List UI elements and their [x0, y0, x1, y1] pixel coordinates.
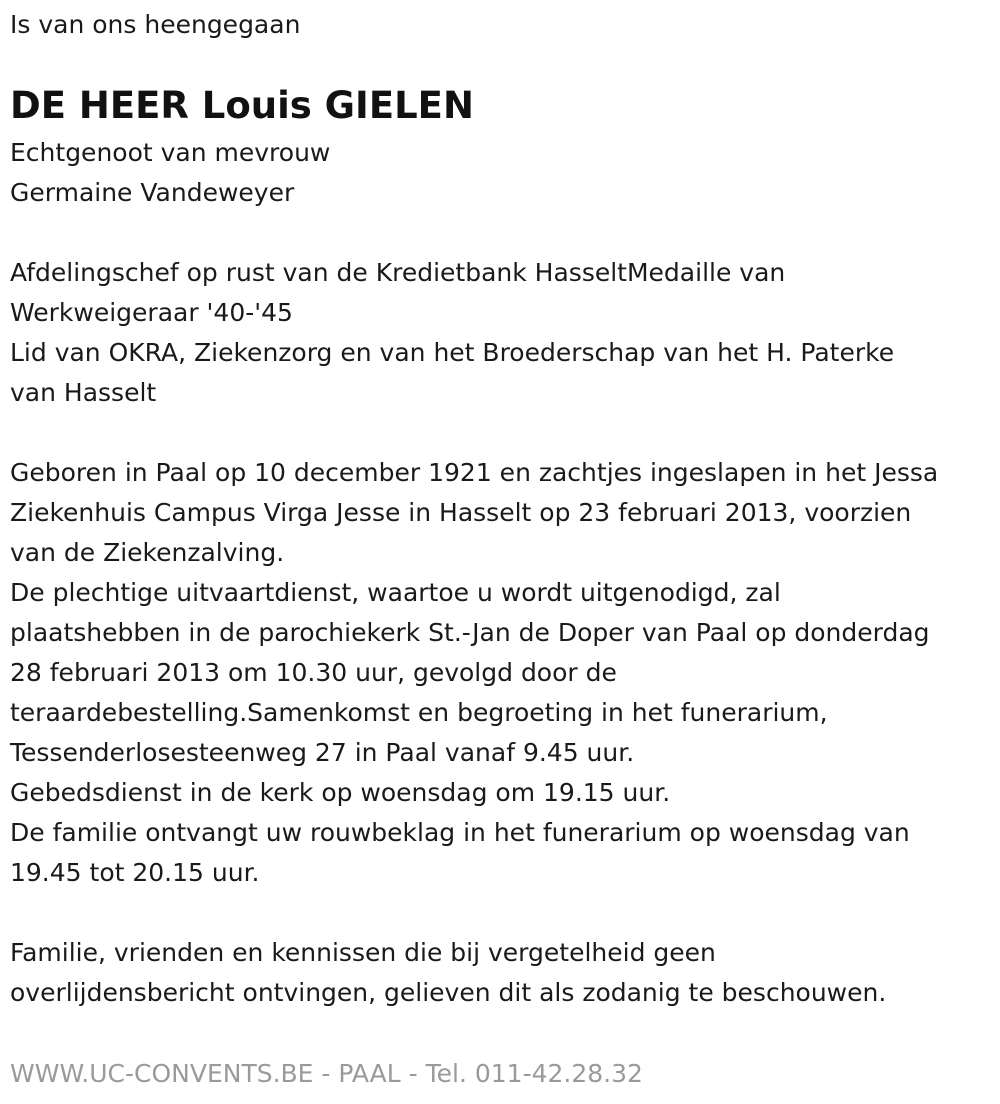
- details-line: Geboren in Paal op 10 december 1921 en zachtjes ingeslapen in het Jessa: [10, 458, 939, 487]
- closing-block: [10, 933, 886, 1013]
- titles-line: van Hasselt: [10, 378, 157, 407]
- details-line: De familie ontvangt uw rouwbeklag in het funerarium op woensdag van: [10, 818, 910, 847]
- footer-contact: WWW.UC-CONVENTS.BE - PAAL - Tel. 011-42.28.32: [10, 1059, 643, 1088]
- details-line: 19.45 tot 20.15 uur.: [10, 858, 260, 887]
- closing-line: overlijdensbericht ontvingen, gelieven dit als zodanig te beschouwen.: [10, 978, 887, 1007]
- spouse-line: Germaine Vandeweyer: [10, 178, 295, 207]
- details-line: Gebedsdienst in de kerk op woensdag om 19.15 uur.: [10, 778, 671, 807]
- spouse-block: [10, 133, 330, 213]
- closing-line: Familie, vrienden en kennissen die bij vergetelheid geen: [10, 938, 716, 967]
- titles-line: Afdelingschef op rust van de Kredietbank HasseltMedaille van: [10, 258, 786, 287]
- deceased-name: DE HEER Louis GIELEN: [10, 84, 474, 127]
- titles-line: Werkweigeraar '40-'45: [10, 298, 293, 327]
- details-line: teraardebestelling.Samenkomst en begroeting in het funerarium,: [10, 698, 828, 727]
- details-line: plaatshebben in de parochiekerk St.-Jan de Doper van Paal op donderdag: [10, 618, 930, 647]
- details-line: De plechtige uitvaartdienst, waartoe u wordt uitgenodigd, zal: [10, 578, 781, 607]
- titles-block: [10, 253, 894, 413]
- details-line: 28 februari 2013 om 10.30 uur, gevolgd door de: [10, 658, 617, 687]
- titles-line: Lid van OKRA, Ziekenzorg en van het Broederschap van het H. Paterke: [10, 338, 895, 367]
- details-line: Tessenderlosesteenweg 27 in Paal vanaf 9.45 uur.: [10, 738, 635, 767]
- spouse-line: Echtgenoot van mevrouw: [10, 138, 331, 167]
- details-line: van de Ziekenzalving.: [10, 538, 285, 567]
- details-line: Ziekenhuis Campus Virga Jesse in Hasselt op 23 februari 2013, voorzien: [10, 498, 912, 527]
- details-block: [10, 453, 938, 893]
- intro-text: Is van ons heengegaan: [10, 10, 301, 39]
